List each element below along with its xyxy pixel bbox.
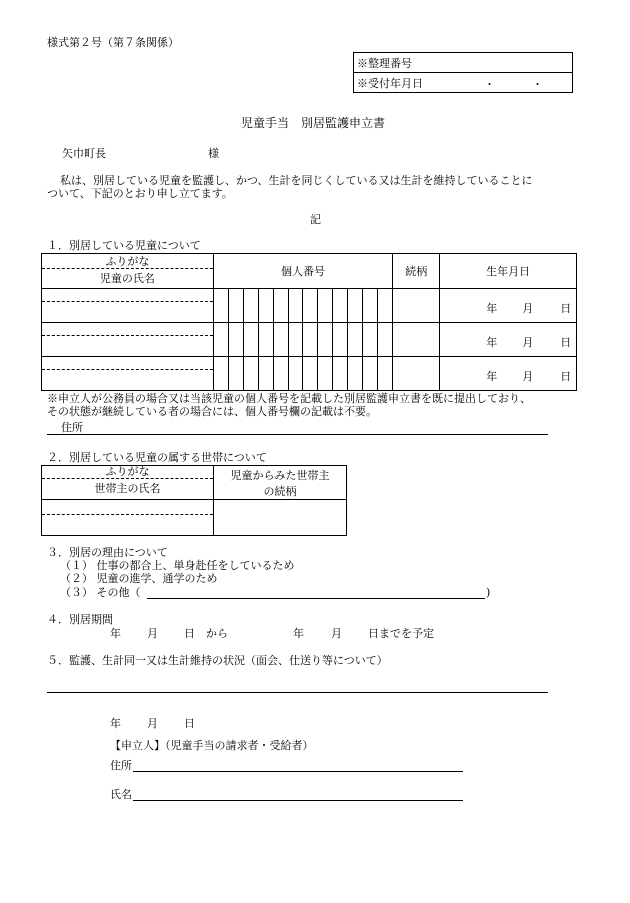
section1-heading: １．別居している児童について <box>47 239 201 252</box>
day-label: 日 <box>560 336 572 349</box>
digit-cell[interactable] <box>333 357 348 391</box>
digit-cell[interactable] <box>363 323 378 357</box>
digit-cell[interactable] <box>258 357 273 391</box>
table-row <box>42 289 577 323</box>
addressee: 矢巾町長 <box>62 147 106 160</box>
digit-cell[interactable] <box>318 357 333 391</box>
digit-cell[interactable] <box>213 289 228 323</box>
section2-heading: ２．別居している児童の属する世帯について <box>47 451 267 464</box>
digit-cell[interactable] <box>243 357 258 391</box>
relationship-cell[interactable] <box>393 323 440 357</box>
child-address-field[interactable] <box>47 434 548 435</box>
intro-text-line1: 私は、別居している児童を監護し、かつ、生計を同じくしている又は生計を維持していることに <box>60 174 533 187</box>
document-title: 児童手当 別居監護申立書 <box>241 116 386 130</box>
relationship-cell[interactable] <box>393 289 440 323</box>
householder-name-cell[interactable] <box>42 500 214 536</box>
digit-cell[interactable] <box>378 357 393 391</box>
reason-number: （１） <box>60 559 93 572</box>
section4-heading: ４．別居期間 <box>47 613 113 626</box>
relationship-header: 続柄 <box>393 254 440 289</box>
month-label: 月 <box>522 336 534 349</box>
digit-cell[interactable] <box>378 323 393 357</box>
period-from-month: 月 <box>147 627 158 640</box>
digit-cell[interactable] <box>378 289 393 323</box>
date-dot: ・ <box>532 78 543 91</box>
year-label: 年 <box>486 302 498 315</box>
digit-cell[interactable] <box>228 289 243 323</box>
digit-cell[interactable] <box>303 323 318 357</box>
child-name-cell[interactable] <box>42 323 214 357</box>
section5-heading: ５．監護、生計同一又は生計維持の状況（面会、仕送り等について） <box>47 654 388 667</box>
household-table <box>41 465 347 536</box>
digit-cell[interactable] <box>303 289 318 323</box>
situation-field[interactable] <box>47 692 548 693</box>
digit-cell[interactable] <box>213 323 228 357</box>
digit-cell[interactable] <box>213 357 228 391</box>
month-label: 月 <box>522 370 534 383</box>
intro-text-line2: ついて、下記のとおり申し立てます。 <box>47 187 233 200</box>
reason-text: 児童の進学、通学のため <box>96 572 218 585</box>
digit-cell[interactable] <box>348 289 363 323</box>
digit-cell[interactable] <box>348 323 363 357</box>
year-label: 年 <box>486 370 498 383</box>
year-label: 年 <box>486 336 498 349</box>
digit-cell[interactable] <box>273 323 288 357</box>
digit-cell[interactable] <box>288 323 303 357</box>
period-to-month: 月 <box>331 627 342 640</box>
period-from-year: 年 <box>110 627 121 640</box>
digit-cell[interactable] <box>258 323 273 357</box>
digit-cell[interactable] <box>348 357 363 391</box>
reason-number: （３） <box>60 586 93 599</box>
digit-cell[interactable] <box>363 357 378 391</box>
honorific: 様 <box>208 147 219 160</box>
digit-cell[interactable] <box>333 323 348 357</box>
month-label: 月 <box>522 302 534 315</box>
digit-cell[interactable] <box>228 323 243 357</box>
received-date-label: ※受付年月日 <box>357 76 423 90</box>
birthdate-header: 生年月日 <box>440 254 577 289</box>
form-number: 様式第２号（第７条関係） <box>47 36 179 49</box>
reason-option[interactable] <box>60 559 295 572</box>
period-to-year: 年 <box>293 627 304 640</box>
digit-cell[interactable] <box>228 357 243 391</box>
sign-month: 月 <box>147 717 158 730</box>
furigana-label: ふりがな <box>105 254 150 268</box>
householder-relation-header <box>214 466 347 500</box>
reason-text: 仕事の都合上、単身赴任をしているため <box>96 559 295 572</box>
close-paren: ) <box>486 586 491 599</box>
period-to-day: 日までを予定 <box>368 627 434 640</box>
child-name-header <box>42 254 214 289</box>
applicant-name-label: 氏名 <box>110 788 132 801</box>
seiri-number-field[interactable] <box>354 53 573 73</box>
digit-cell[interactable] <box>273 357 288 391</box>
sign-day: 日 <box>184 717 195 730</box>
seiri-number-label: ※整理番号 <box>357 56 412 70</box>
digit-cell[interactable] <box>273 289 288 323</box>
section3-heading: ３．別居の理由について <box>47 546 168 559</box>
office-use-box <box>353 52 573 93</box>
received-date-field[interactable] <box>354 73 573 93</box>
child-name-cell[interactable] <box>42 289 214 323</box>
householder-name-label: 世帯主の氏名 <box>42 478 213 499</box>
digit-cell[interactable] <box>243 289 258 323</box>
digit-cell[interactable] <box>243 323 258 357</box>
note-line1: ※申立人が公務員の場合又は当該児童の個人番号を記載した別居監護申立書を既に提出しており、 <box>47 392 531 405</box>
ki-heading: 記 <box>310 213 321 226</box>
period-from-day: 日 から <box>184 627 228 640</box>
relation-header-line1: 児童からみた世帯主 <box>230 468 330 482</box>
birthdate-cell[interactable] <box>440 323 577 357</box>
furigana-label: ふりがな <box>105 465 150 478</box>
householder-relation-cell[interactable] <box>214 500 347 536</box>
table-row <box>42 500 347 536</box>
day-label: 日 <box>560 302 572 315</box>
digit-cell[interactable] <box>303 357 318 391</box>
digit-cell[interactable] <box>288 289 303 323</box>
note-line2: その状態が継続している者の場合には、個人番号欄の記載は不要。 <box>47 405 377 418</box>
reason-number: （２） <box>60 572 93 585</box>
reason-text: その他（ <box>96 586 141 599</box>
applicant-label: 【申立人】（児童手当の請求者・受給者） <box>110 739 314 752</box>
birthdate-cell[interactable] <box>440 289 577 323</box>
table-row <box>42 323 577 357</box>
applicant-address-field[interactable] <box>133 771 463 772</box>
reason-option[interactable] <box>60 572 218 585</box>
day-label: 日 <box>560 370 572 383</box>
applicant-address-label: 住所 <box>110 759 132 772</box>
digit-cell[interactable] <box>318 323 333 357</box>
other-reason-field[interactable] <box>147 598 485 599</box>
digit-cell[interactable] <box>258 289 273 323</box>
child-name-cell[interactable] <box>42 357 214 391</box>
table-row <box>42 357 577 391</box>
children-table <box>41 253 577 391</box>
applicant-name-field[interactable] <box>133 800 463 801</box>
child-name-label: 児童の氏名 <box>42 268 213 288</box>
birthdate-cell[interactable] <box>440 357 577 391</box>
reason-option[interactable] <box>60 586 141 599</box>
child-address-label: 住所 <box>61 421 83 434</box>
sign-year: 年 <box>110 717 121 730</box>
digit-cell[interactable] <box>363 289 378 323</box>
date-dot: ・ <box>484 78 495 91</box>
kojin-number-header: 個人番号 <box>213 254 393 289</box>
digit-cell[interactable] <box>318 289 333 323</box>
householder-name-header <box>42 466 214 500</box>
relationship-cell[interactable] <box>393 357 440 391</box>
digit-cell[interactable] <box>288 357 303 391</box>
digit-cell[interactable] <box>333 289 348 323</box>
relation-header-line2: の続柄 <box>263 484 297 498</box>
